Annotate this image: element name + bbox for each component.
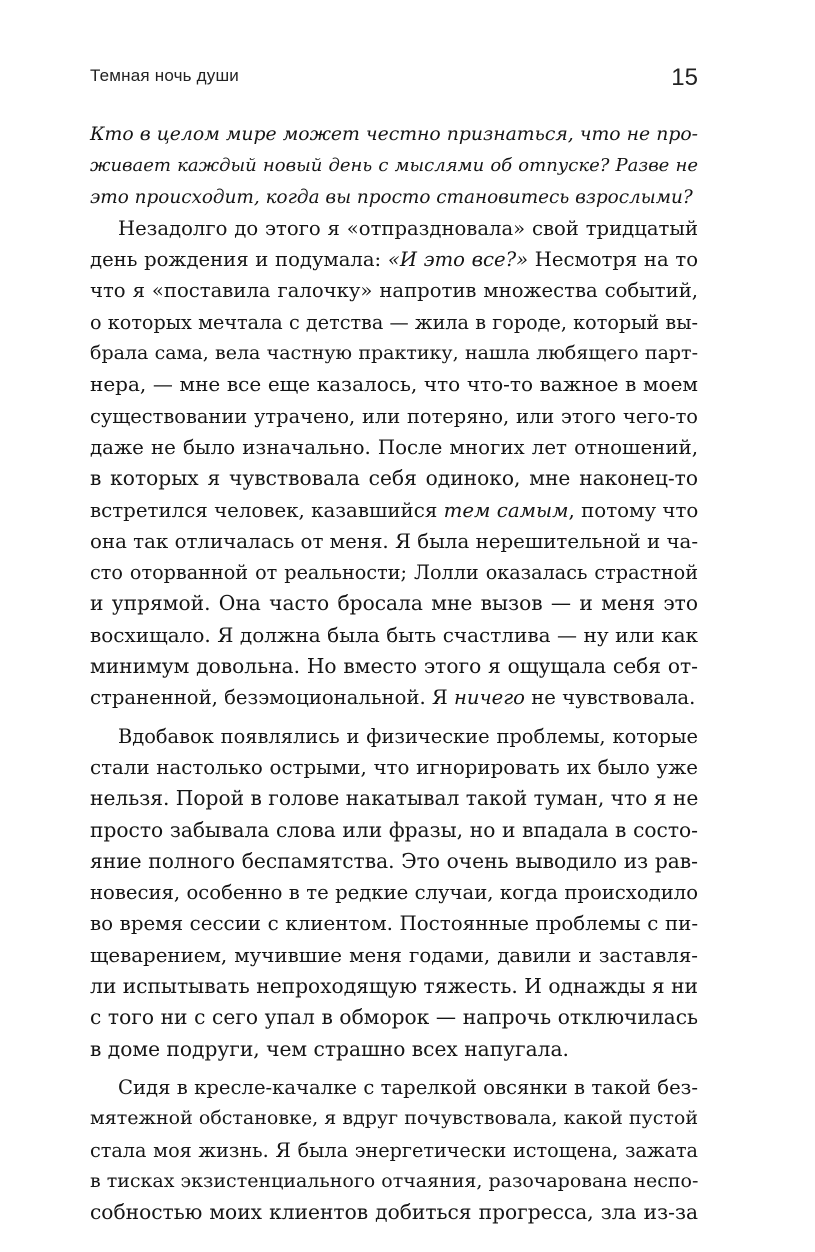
paragraph-line: просто забывала слова или фразы, но и впадала в состо- bbox=[90, 817, 698, 842]
epigraph bbox=[90, 119, 698, 213]
epigraph-line: это происходит, когда вы просто становитесь взрослыми? bbox=[90, 186, 693, 208]
paragraph-line: стала моя жизнь. Я была энергетически истощена, зажата bbox=[90, 1138, 698, 1162]
paragraph-line: Сидя в кресле-качалке с тарелкой овсянки в такой без- bbox=[118, 1075, 698, 1099]
paragraph-line: новесия, особенно в те редкие случаи, когда происходило bbox=[90, 881, 698, 905]
paragraph-line: Вдобавок появлялись и физические проблемы, которые bbox=[118, 724, 698, 748]
paragraph bbox=[90, 213, 698, 714]
epigraph-line: живает каждый новый день с мыслями об отпуске? Разве не bbox=[90, 155, 698, 177]
paragraph-line bbox=[90, 682, 698, 713]
paragraph-line: нера, — мне все еще казалось, что что-то важное в моем bbox=[90, 372, 698, 397]
text-run: встретился человек, казавшийся bbox=[90, 498, 444, 522]
text-run: страненной, безэмоциональной. Я bbox=[90, 686, 454, 710]
paragraph-line bbox=[90, 244, 698, 275]
text-run: день рождения и подумала: bbox=[90, 248, 388, 272]
paragraph-line: Незадолго до этого я «отпраздновала» свой тридцатый bbox=[118, 216, 698, 240]
italic-run: ничего bbox=[453, 686, 525, 710]
text-run: Несмотря на то bbox=[528, 248, 698, 272]
body-text bbox=[90, 119, 698, 1228]
epigraph-line: Кто в целом мире может честно признаться, что не про- bbox=[90, 124, 698, 145]
text-run: не чувствовала. bbox=[524, 686, 696, 710]
paragraph-line: она так отличалась от меня. Я была нерешительной и ча- bbox=[90, 529, 698, 553]
italic-run: тем самым bbox=[443, 498, 569, 522]
paragraph-line: и упрямой. Она часто бросала мне вызов — и меня это bbox=[90, 591, 698, 616]
text-run: , потому что bbox=[568, 498, 699, 522]
italic-run: «И это все?» bbox=[387, 248, 529, 272]
paragraph-line: в которых я чувствовала себя одиноко, мне наконец-то bbox=[90, 466, 698, 491]
page-number: 15 bbox=[671, 64, 698, 91]
paragraph-line: ли испытывать непроходящую тяжесть. И однажды я ни bbox=[90, 974, 698, 999]
paragraph-line: яние полного беспамятства. Это очень выводило из рав- bbox=[90, 848, 698, 873]
paragraph-line bbox=[90, 495, 698, 526]
paragraph-line: существовании утрачено, или потеряно, или этого чего-то bbox=[90, 404, 698, 428]
paragraph-line: нельзя. Порой в голове накатывал такой туман, что я не bbox=[90, 786, 699, 811]
running-title: Темная ночь души bbox=[90, 66, 240, 85]
paragraph-line: стали настолько острыми, что игнорировать их было уже bbox=[90, 755, 698, 779]
paragraph-line: брала сама, вела частную практику, нашла любящего парт- bbox=[90, 342, 698, 365]
paragraph-line: восхищало. Я должна была быть счастлива — ну или как bbox=[90, 622, 698, 647]
paragraph-line: в тисках экзистенциального отчаяния, разочарована неспо- bbox=[90, 1169, 699, 1192]
paragraph bbox=[90, 721, 698, 1065]
paragraph-line: минимум довольна. Но вместо этого я ощущала себя от- bbox=[90, 654, 698, 679]
paragraph-line: щеварением, мучившие меня годами, давили и заставля- bbox=[90, 943, 698, 967]
paragraph-line: что я «поставила галочку» напротив множества событий, bbox=[90, 279, 698, 303]
paragraph-line: в доме подруги, чем страшно всех напугала. bbox=[90, 1036, 569, 1061]
paragraph-line: собностью моих клиентов добиться прогресса, зла из-за bbox=[90, 1200, 698, 1225]
paragraph-line: мятежной обстановке, я вдруг почувствовала, какой пустой bbox=[90, 1107, 698, 1130]
paragraph bbox=[90, 1072, 698, 1228]
paragraph-line: сто оторванной от реальности; Лолли оказалась страстной bbox=[90, 561, 698, 585]
paragraph-line: о которых мечтала с детства — жила в городе, который вы- bbox=[90, 310, 698, 334]
paragraph-line: даже не было изначально. После многих лет отношений, bbox=[90, 435, 698, 459]
paragraph-line: во время сессии с клиентом. Постоянные проблемы с пи- bbox=[90, 912, 698, 936]
paragraph-line: с того ни с сего упал в обморок — напрочь отключилась bbox=[90, 1005, 698, 1030]
